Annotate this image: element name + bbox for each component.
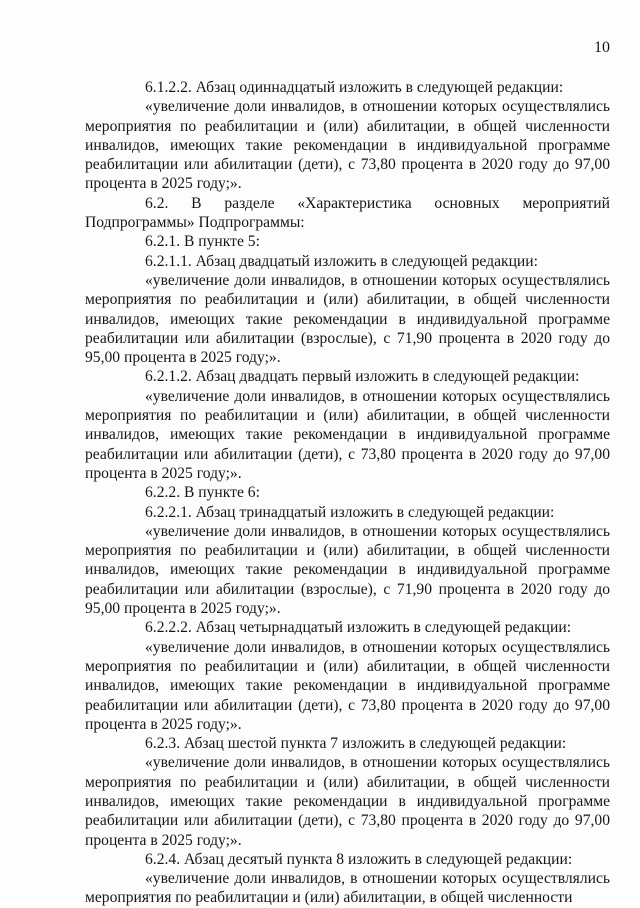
paragraph: 6.2.4. Абзац десятый пункта 8 изложить в следующей редакции:	[145, 850, 573, 868]
paragraph: 6.2.2. В пункте 6:	[145, 484, 260, 502]
paragraph: 6.1.2.2. Абзац одиннадцатый изложить в следующей редакции:	[145, 79, 564, 96]
paragraph: 6.2.1.2. Абзац двадцать первый изложить в следующей редакции:	[145, 368, 580, 386]
paragraph: 6.2. В разделе «Характеристика основных мероприятий Подпрограммы» Подпрограммы:	[85, 194, 610, 232]
paragraph: 6.2.2.1. Абзац тринадцатый изложить в следующей редакции:	[145, 503, 555, 521]
document-body	[85, 78, 610, 908]
paragraph: «увеличение доли инвалидов, в отношении которых осуществлялись мероприятия по реабилитации и (или) абилитации, в общей численности инвалидов, имеющих такие рекомендации в индивидуальной программе реабилитации или абилитации (взрослые), с 71,90 процента в 2020 году до 95,00 процента в 2025 году;».	[85, 522, 610, 618]
paragraph: «увеличение доли инвалидов, в отношении которых осуществлялись мероприятия по реабилитации и (или) абилитации, в общей численности инвалидов, имеющих такие рекомендации в индивидуальной программе реабилитации или абилитации (дети), с 73,80 процента в 2020 году до 97,00 процента в 2025 году;».	[85, 98, 610, 193]
paragraph: 6.2.3. Абзац шестой пункта 7 изложить в следующей редакции:	[145, 735, 567, 753]
paragraph: «увеличение доли инвалидов, в отношении которых осуществлялись мероприятия по реабилитации и (или) абилитации, в общей численности	[85, 870, 610, 907]
paragraph: «увеличение доли инвалидов, в отношении которых осуществлялись мероприятия по реабилитации и (или) абилитации, в общей численности инвалидов, имеющих такие рекомендации в индивидуальной программе реабилитации или абилитации (дети), с 73,80 процента в 2020 году до 97,00 процента в 2025 году;».	[85, 638, 610, 733]
paragraph: 6.2.1. В пункте 5:	[145, 233, 260, 251]
paragraph: 6.2.2.2. Абзац четырнадцатый изложить в следующей редакции:	[145, 619, 572, 637]
paragraph: «увеличение доли инвалидов, в отношении которых осуществлялись мероприятия по реабилитации и (или) абилитации, в общей численности инвалидов, имеющих такие рекомендации в индивидуальной программе реабилитации или абилитации (взрослые), с 71,90 процента в 2020 году до 95,00 процента в 2025 году;».	[85, 271, 610, 367]
paragraph: 6.2.1.1. Абзац двадцатый изложить в следующей редакции:	[145, 252, 538, 270]
page-number: 10	[594, 39, 610, 56]
paragraph: «увеличение доли инвалидов, в отношении которых осуществлялись мероприятия по реабилитации и (или) абилитации, в общей численности инвалидов, имеющих такие рекомендации в индивидуальной программе реабилитации или абилитации (дети), с 73,80 процента в 2020 году до 97,00 процента в 2025 году;».	[85, 387, 610, 482]
paragraph: «увеличение доли инвалидов, в отношении которых осуществлялись мероприятия по реабилитации и (или) абилитации, в общей численности инвалидов, имеющих такие рекомендации в индивидуальной программе реабилитации или абилитации (дети), с 73,80 процента в 2020 году до 97,00 процента в 2025 году;».	[85, 754, 610, 849]
